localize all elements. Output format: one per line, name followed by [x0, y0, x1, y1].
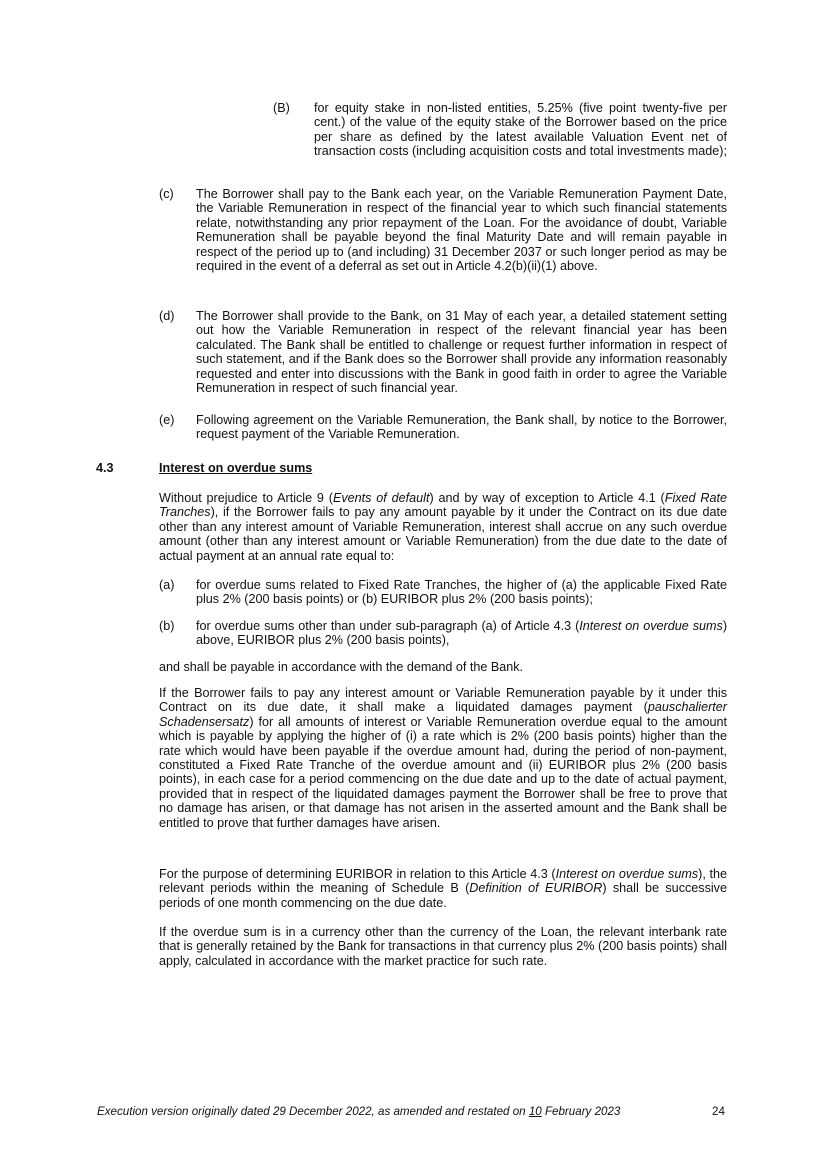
- item-label-e: (e): [159, 413, 175, 427]
- payable-line: and shall be payable in accordance with the demand of the Bank.: [159, 660, 524, 674]
- sub-label-b: (b): [159, 619, 175, 633]
- page-number: 24: [712, 1105, 725, 1118]
- item-label-B: (B): [273, 101, 290, 115]
- item-c-text: The Borrower shall pay to the Bank each year, on the Variable Remuneration Payment Date, the Variable Remuneration in respect of the financial year to which such financial statements relate, notwithstanding any prior repayment of the Loan. For the avoidance of doubt, Variable Remuneration shall be payable beyond the final Maturity Date and will remain payable in respect of the period up to (and including) 31 December 2037 or such longer period as may be required in the event of a deferral as set out in Article 4.2(b)(ii)(1) above.: [196, 187, 727, 274]
- item-label-c: (c): [159, 187, 174, 201]
- sub-b-text: for overdue sums other than under sub-paragraph (a) of Article 4.3 (Interest on overdue sums) above, EURIBOR plus 2% (200 basis points),: [196, 619, 728, 648]
- item-d-text: The Borrower shall provide to the Bank, on 31 May of each year, a detailed statement setting out how the Variable Remuneration in respect of the relevant financial year has been calculated. The Bank shall be entitled to challenge or request further information in respect of such statement, and if the Bank does so the Borrower shall provide any information reasonably requested and enter into discussions with the Bank in good faith in order to agree the Variable Remuneration in respect of such financial year.: [196, 309, 727, 396]
- sub-a-text: for overdue sums related to Fixed Rate Tranches, the higher of (a) the applicable Fixed Rate plus 2% (200 basis points) or (b) EURIBOR plus 2% (200 basis points);: [196, 578, 727, 607]
- liquidated-damages-paragraph: If the Borrower fails to pay any interest amount or Variable Remuneration payable by it under this Contract on its due date, it shall make a liquidated damages payment (pauschalierter Schadensersatz) for all amounts of interest or Variable Remuneration overdue equal to the amount which is payable by applying the higher of (i) a rate which is 2% (200 basis points) higher than the rate which would have been payable if the overdue amount had, during the period of non-payment, constituted a Fixed Rate Tranche of the overdue amount and (ii) EURIBOR plus 2% (200 basis points), in each case for a period commencing on the due date and up to the date of actual payment, provided that in respect of the liquidated damages payment the Borrower shall be free to prove that no damage has arisen, or that damage has not arisen in the asserted amount and the Bank shall be entitled to prove that further damages have arisen.: [159, 686, 727, 830]
- item-e-text: Following agreement on the Variable Remuneration, the Bank shall, by notice to the Borrower, request payment of the Variable Remuneration.: [196, 413, 727, 442]
- intro-paragraph: Without prejudice to Article 9 (Events of default) and by way of exception to Article 4.1 (Fixed Rate Tranches), if the Borrower fails to pay any amount payable by it under the Contract on its due date other than any interest amount of Variable Remuneration, interest shall accrue on any such overdue amount (other than any interest amount or Variable Remuneration) from the due date to the date of actual payment at an annual rate equal to:: [159, 491, 727, 563]
- item-label-d: (d): [159, 309, 175, 323]
- footer-version: Execution version originally dated 29 December 2022, as amended and restated on 10 February 2023: [97, 1105, 621, 1118]
- euribor-period-paragraph: For the purpose of determining EURIBOR in relation to this Article 4.3 (Interest on overdue sums), the relevant periods within the meaning of Schedule B (Definition of EURIBOR) shall be successive periods of one month commencing on the due date.: [159, 867, 727, 910]
- currency-paragraph: If the overdue sum is in a currency other than the currency of the Loan, the relevant interbank rate that is generally retained by the Bank for transactions in that currency plus 2% (200 basis points) shall apply, calculated in accordance with the market practice for such rate.: [159, 925, 727, 968]
- item-B-text: for equity stake in non-listed entities, 5.25% (five point twenty-five per cent.) of the value of the equity stake of the Borrower based on the price per share as defined by the latest available Valuation Event net of transaction costs (including acquisition costs and total investments made);: [314, 101, 727, 159]
- sub-label-a: (a): [159, 578, 175, 592]
- section-number: 4.3: [96, 461, 114, 475]
- section-title: Interest on overdue sums: [159, 461, 313, 475]
